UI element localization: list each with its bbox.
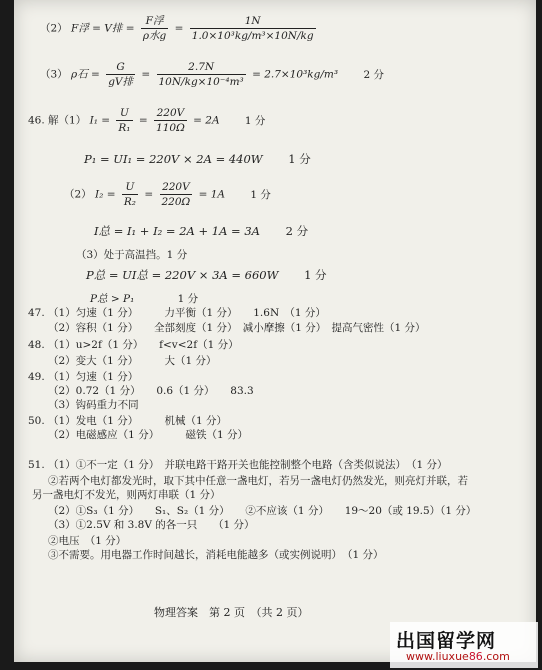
q50-line1 bbox=[28, 414, 227, 428]
url-prefix: www.liuxue bbox=[406, 650, 469, 663]
page-footer: 物理答案 第 2 页 （共 2 页） bbox=[154, 606, 309, 619]
answer-text: 51. （1）①不一定（1 分） 并联电路干路开关也能控制整个电路（含类似说法） （1 分） bbox=[28, 459, 448, 471]
question-label: 46. 解（1） bbox=[28, 114, 87, 127]
watermark-logo-text: 出国留学网 bbox=[396, 630, 497, 652]
answer-text: 另一盏电灯不发光，则两灯串联（1 分） bbox=[32, 489, 221, 501]
score-mark: 1 分 bbox=[250, 188, 271, 201]
equation-lhs: F浮 = V排 = bbox=[71, 22, 135, 35]
answer-marker: ② bbox=[48, 475, 59, 487]
denominator: R₂ bbox=[123, 196, 136, 208]
denominator: 110Ω bbox=[156, 122, 185, 134]
part-label: （2） bbox=[40, 22, 68, 35]
equation-lhs: I₂ = bbox=[95, 188, 116, 201]
answer-text: （2）变大（1 分） 大（1 分） bbox=[48, 355, 217, 367]
q51-line7 bbox=[48, 548, 384, 562]
site-watermark bbox=[390, 622, 538, 668]
score-mark: 2 分 bbox=[285, 224, 309, 238]
fraction bbox=[190, 14, 316, 43]
q50-line2 bbox=[48, 428, 248, 442]
answer-text: ②电压 （1 分） bbox=[48, 535, 127, 547]
fraction bbox=[122, 180, 138, 209]
answer-sheet-page bbox=[14, 0, 536, 662]
url-number: 86 bbox=[468, 650, 483, 663]
equation-text: P总 > P₁ bbox=[90, 293, 135, 305]
equation-result: = 1A bbox=[198, 188, 225, 201]
q51-line2 bbox=[48, 474, 468, 488]
q46-part3-note bbox=[76, 248, 187, 262]
numerator: 220V bbox=[154, 106, 187, 121]
answer-text: 49. （1）匀速（1 分） bbox=[28, 371, 139, 383]
score-mark: 1 分 bbox=[304, 268, 327, 282]
url-suffix: .com bbox=[482, 650, 510, 663]
answer-text: （3）钩码重力不同 bbox=[48, 399, 139, 411]
numerator: 1N bbox=[190, 14, 316, 29]
q45-part3-equation bbox=[40, 60, 384, 89]
fraction bbox=[141, 14, 168, 43]
equation-text: P总 = UI总 = 220V × 3A = 660W bbox=[86, 268, 279, 282]
q51-line3 bbox=[32, 488, 221, 502]
answer-text: 47. （1）匀速（1 分） 力平衡（1 分） 1.6N （1 分） bbox=[28, 307, 326, 319]
answer-text: （2）容积（1 分） 全部刻度（1 分） 减小摩擦（1 分） 提高气密性（1 分） bbox=[48, 322, 426, 334]
score-mark: 1 分 bbox=[244, 114, 266, 127]
equals-sign: = bbox=[174, 22, 184, 35]
denominator: ρ水g bbox=[142, 30, 167, 42]
score-mark: 1 分 bbox=[288, 152, 311, 166]
answer-text: 若两个电灯都发光时，取下其中任意一盏电灯，若另一盏电灯仍然发光，则亮灯并联，若 bbox=[58, 475, 468, 487]
q51-line6 bbox=[48, 534, 126, 548]
watermark-url bbox=[406, 650, 510, 663]
answer-text: （2）电磁感应（1 分） 磁铁（1 分） bbox=[48, 429, 248, 441]
q46-compare bbox=[90, 292, 198, 306]
answer-text: （3）①2.5V 和 3.8V 的各一只 （1 分） bbox=[48, 519, 255, 531]
q49-line3 bbox=[48, 398, 139, 412]
denominator: 220Ω bbox=[161, 196, 191, 208]
fraction bbox=[157, 60, 246, 89]
q46-part1-current bbox=[28, 106, 265, 135]
score-mark: 2 分 bbox=[363, 68, 384, 81]
q46-total-current bbox=[94, 224, 308, 238]
fraction bbox=[106, 60, 135, 89]
denominator: 1.0×10³kg/m³×10N/kg bbox=[191, 30, 314, 42]
q51-line1 bbox=[28, 458, 448, 472]
fraction bbox=[116, 106, 132, 135]
q47-line2 bbox=[48, 321, 426, 335]
answer-text: （2）0.72（1 分） 0.6（1 分） 83.3 bbox=[48, 385, 254, 397]
numerator: F浮 bbox=[141, 14, 168, 29]
q49-line2 bbox=[48, 384, 254, 398]
equation-text: P₁ = UI₁ = 220V × 2A = 440W bbox=[84, 152, 263, 166]
denominator: 10N/kg×10⁻⁴m³ bbox=[158, 76, 244, 88]
equals-sign: = bbox=[141, 68, 151, 81]
answer-text: ③不需要。用电器工作时间越长，消耗电能越多（或实例说明） （1 分） bbox=[48, 549, 384, 561]
answer-text: （3）处于高温挡。1 分 bbox=[76, 249, 188, 261]
numerator: 2.7N bbox=[157, 60, 246, 75]
q46-total-power bbox=[86, 268, 327, 282]
equals-sign: = bbox=[138, 114, 148, 127]
equation-text: I总 = I₁ + I₂ = 2A + 1A = 3A bbox=[94, 224, 260, 238]
numerator: G bbox=[106, 60, 135, 75]
equation-lhs: I₁ = bbox=[89, 114, 111, 127]
equation-result: = 2A bbox=[193, 114, 220, 127]
answer-text: 50. （1）发电（1 分） 机械（1 分） bbox=[28, 415, 228, 427]
denominator: gV排 bbox=[108, 76, 133, 88]
denominator: R₁ bbox=[118, 122, 131, 134]
q51-line4 bbox=[48, 504, 476, 518]
fraction bbox=[160, 180, 193, 209]
fraction bbox=[154, 106, 187, 135]
equation-lhs: ρ石 = bbox=[71, 68, 100, 81]
numerator: U bbox=[122, 180, 138, 195]
q48-line2 bbox=[48, 354, 216, 368]
part-label: （2） bbox=[64, 188, 92, 201]
answer-text: 48. （1）u>2f（1 分） f<v<2f（1 分） bbox=[28, 339, 239, 351]
q51-line5 bbox=[48, 518, 255, 532]
q47-line1 bbox=[28, 306, 326, 320]
part-label: （3） bbox=[40, 68, 68, 81]
numerator: 220V bbox=[160, 180, 193, 195]
q48-line1 bbox=[28, 338, 239, 352]
answer-text: （2）①S₃（1 分） S₁、S₂（1 分） ②不应该（1 分） 19～20（或 19.5）（1 分） bbox=[48, 505, 477, 517]
score-mark: 1 分 bbox=[177, 293, 199, 305]
q46-part2-current bbox=[64, 180, 271, 209]
q49-line1 bbox=[28, 370, 138, 384]
q45-part2-equation bbox=[40, 14, 319, 43]
equals-sign: = bbox=[144, 188, 154, 201]
q46-power-line bbox=[84, 152, 311, 166]
equation-result: = 2.7×10³kg/m³ bbox=[252, 68, 339, 81]
numerator: U bbox=[116, 106, 132, 121]
